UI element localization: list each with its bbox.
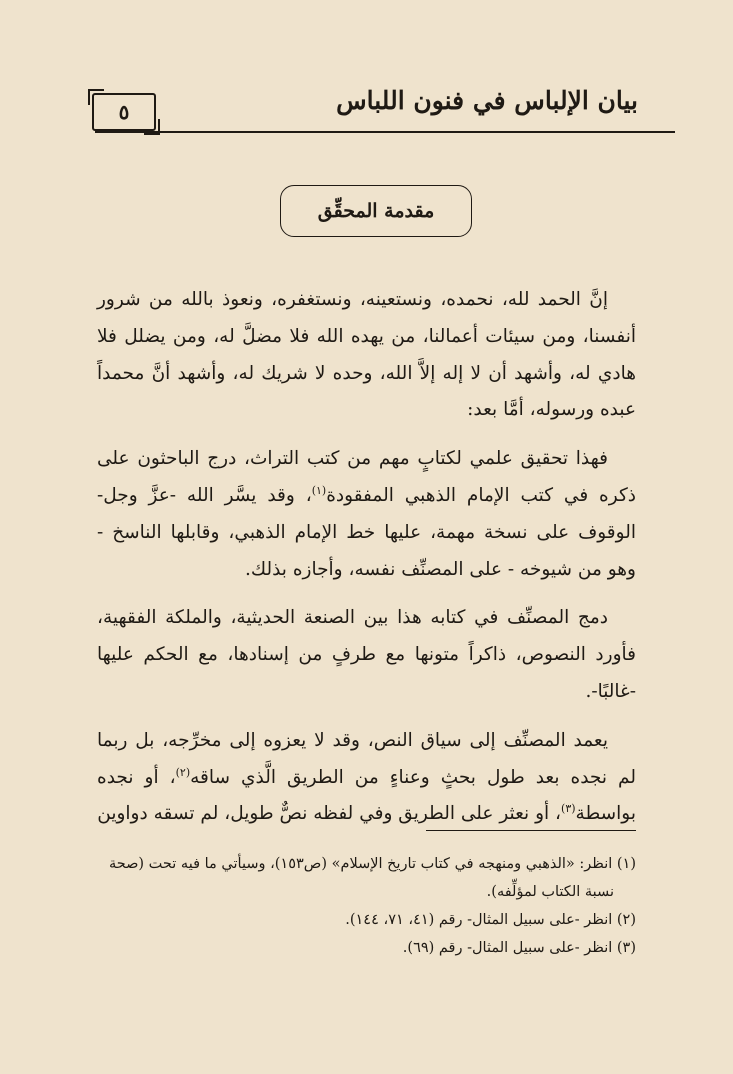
paragraph-opening: إنَّ الحمد لله، نحمده، ونستعينه، ونستغفره، ونعوذ بالله من شرور أنفسنا، ومن سيئات أعمالنا، من يهده الله فلا مضلَّ له، ومن يضلل فلا هادي له، وأشهد أن لا إله إلاَّ الله، وحده لا شريك له، وأشهد أنَّ محمداً عبده ورسوله، أمَّا بعد: — [97, 289, 636, 421]
footnote-separator — [426, 830, 636, 831]
paragraph-intro — [97, 441, 636, 588]
footnotes — [97, 850, 636, 962]
body-text — [97, 282, 636, 845]
section-title: مقدمة المحقِّق — [317, 200, 435, 222]
section-title-box — [280, 185, 472, 237]
paragraph-sources-b: ، أو نجده بواسطة — [97, 766, 636, 825]
footnote-1: (١) انظر: «الذهبي ومنهجه في كتاب تاريخ الإسلام» (ص١٥٣)، وسيأتي ما فيه تحت (صحة — [108, 856, 636, 872]
footnote-3: (٣) انظر -على سبيل المثال- رقم (٦٩). — [402, 940, 636, 956]
paragraph-intro-end: ، وقد يسَّر الله -عزَّ وجل- الوقوف على نسخة مهمة، عليها خط الإمام الذهبي، وقابلها الناسخ - وهو من شيوخه - على المصنِّف نفسه، وأجازه بذلك. — [97, 484, 636, 580]
paragraph-sources-a: يعمد المصنِّف إلى سياق النص، وقد لا يعزوه إلى مخرِّجه، بل ربما لم نجده بعد طول بحثٍ وعناءٍ من الطريق الَّذي ساقه — [97, 729, 636, 788]
paragraph-intro-start: فهذا تحقيق علمي لكتابٍ مهم من كتب التراث، درج الباحثون على — [97, 448, 608, 470]
footnote-1-continued: نسبة الكتاب لمؤلِّفه). — [486, 884, 614, 900]
page-number: ٥ — [118, 100, 130, 124]
page-number-box — [92, 93, 156, 131]
footnote-2: (٢) انظر -على سبيل المثال- رقم (٤١، ٧١، ١٤٤). — [345, 912, 636, 928]
footnote-ref-1: (١) — [311, 483, 327, 497]
paragraph-sources — [97, 723, 636, 833]
footnote-ref-2: (٢) — [175, 765, 191, 779]
footnote-ref-3: (٣) — [561, 802, 576, 816]
paragraph-method: دمج المصنِّف في كتابه هذا بين الصنعة الحديثية، والملكة الفقهية، فأورد النصوص، ذاكراً متونها مع طرفٍ من إسنادها، مع الحكم عليها -غالبًا-. — [97, 607, 636, 702]
paragraph-sources-c: ، أو نعثر على الطريق وفي لفظه نصٌّ طويل، لم تسقه دواوين — [97, 803, 562, 825]
header-rule — [95, 131, 675, 133]
running-title: بيان الإلباس في فنون اللباس — [336, 86, 638, 115]
paragraph-intro-mid: ذكره في كتب الإمام الذهبي المفقودة — [326, 484, 636, 506]
